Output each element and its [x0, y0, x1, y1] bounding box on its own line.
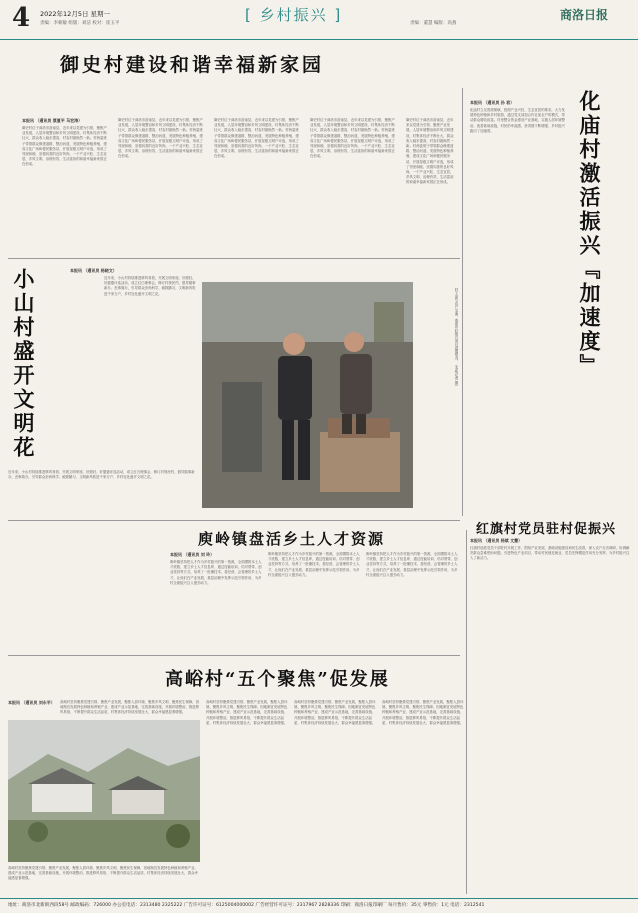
village-meeting-photo — [202, 282, 413, 508]
article-6-col3: 高峪村坚持聚焦党建引领、聚焦产业发展、聚焦人居环境、聚焦乡风文明、聚焦民生保障，因地制宜发展特色种植和养殖产业，建成产业示范基地，完善基础设施，开展环境整治，推进移风易俗，不断提升群众生活品质，村集体经济持续发展壮大，群众幸福感显著增强。 — [294, 700, 376, 725]
article-2-headline: 化庙村激活振兴『加速度』 — [577, 90, 602, 378]
article-1-col4: 御史村位于商洛市洛南县，近年来以党建为引领，聚焦产业发展、人居环境整治和乡风文明建设，村集体经济不断壮大，群众收入稳步提高，村容村貌焕然一新。村两委班子带领群众修建道路、整治河道、发展特色种植养殖，建成文化广场和便民服务站，开展星级文明户评选，形成了邻里和睦、崇德向善的良好风尚，一个产业兴旺、生态宜居、乡风文明、治理有效、生活富裕的和谐幸福新家园正在形成。 — [310, 118, 395, 159]
article-6-col1: 高峪村坚持聚焦党建引领、聚焦产业发展、聚焦人居环境、聚焦乡风文明、聚焦民生保障，因地制宜发展特色种植和养殖产业，建成产业示范基地，完善基础设施，开展环境整治，推进移风易俗，不断提升群众生活品质，村集体经济持续发展壮大，群众幸福感显著增强。 — [8, 866, 198, 881]
article-6-headline: 高峪村“五个聚焦”促发展 — [165, 669, 390, 690]
section-title: [ 乡村振兴 ] — [245, 6, 343, 24]
article-1-col1: 御史村位于商洛市洛南县，近年来以党建为引领，聚焦产业发展、人居环境整治和乡风文明建设，村集体经济不断壮大，群众收入稳步提高，村容村貌焕然一新。村两委班子带领群众修建道路、整治河道、发展特色种植养殖，建成文化广场和便民服务站，开展星级文明户评选，形成了邻里和睦、崇德向善的良好风尚，一个产业兴旺、生态宜居、乡风文明、治理有效、生活富裕的和谐幸福新家园正在形成。 — [22, 126, 107, 167]
issue-date: 2022年12月5日 星期一 — [40, 10, 111, 18]
article-6-lede: 高峪村坚持聚焦党建引领、聚焦产业发展、聚焦人居环境、聚焦乡风文明、聚焦民生保障，因地制宜发展特色种植和养殖产业，建成产业示范基地，完善基础设施，开展环境整治，推进移风易俗，不断提升群众生活品质，村集体经济持续发展壮大，群众幸福感显著增强。 — [60, 700, 200, 715]
section-divider — [8, 655, 460, 656]
article-1-col2: 御史村位于商洛市洛南县，近年来以党建为引领，聚焦产业发展、人居环境整治和乡风文明建设，村集体经济不断壮大，群众收入稳步提高，村容村貌焕然一新。村两委班子带领群众修建道路、整治河道、发展特色种植养殖，建成文化广场和便民服务站，开展星级文明户评选，形成了邻里和睦、崇德向善的良好风尚，一个产业兴旺、生态宜居、乡风文明、治理有效、生活富裕的和谐幸福新家园正在形成。 — [118, 118, 203, 159]
article-4-headline: 庾岭镇盘活乡土人才资源 — [198, 530, 386, 548]
page-footer: 地址：商洛市北新街西段58号 邮政编码：726000 办公室电话：2313480 2325222 广告许可证号：6125004000002 广告经营许可证号：2317967 2828336 印刷：商洛日报印刷厂 每月售价：35元 零售价：1元 电话：2312541 — [0, 898, 638, 913]
newspaper-logo: 商洛日报 — [560, 8, 609, 22]
editor-credits: 责编：李朝敏 组版：刘洁 校对：崔玉平 — [40, 21, 120, 26]
article-3-body-top: 近年来，小山村持续推进移风易俗，开展文明家庭、好媳妇、好婆婆评选活动，成立红白理事会，修订村规民约，倡导婚事新办、丧事简办，引导群众崇尚科学、破除陋习，文明新风吹进千家万户，乡村处处盛开文明之花。 — [104, 276, 196, 296]
article-4-col2: 庾岭镇坚持把人才作为乡村振兴的第一资源，全面摸排本土人才底数，建立乡土人才信息库，通过技能培训、结对帮带、创业扶持等方式，培养了一批懂技术、善经营、会管理的乡土人才，让他们在产业发展、基层治理中发挥示范引领作用，为乡村全面振兴注入强劲动力。 — [268, 552, 360, 577]
article-6-col2: 高峪村坚持聚焦党建引领、聚焦产业发展、聚焦人居环境、聚焦乡风文明、聚焦民生保障，因地制宜发展特色种植和养殖产业，建成产业示范基地，完善基础设施，开展环境整治，推进移风易俗，不断提升群众生活品质，村集体经济持续发展壮大，群众幸福感显著增强。 — [206, 700, 288, 725]
article-4-byline: 本报讯 （通讯员 刘 玲） — [170, 552, 215, 557]
photo-caption: 村干部与农户交流，查看乡村振兴项目进展情况。（本报记者 摄） — [454, 288, 458, 388]
article-3-body-bottom: 近年来，小山村持续推进移风易俗，开展文明家庭、好媳妇、好婆婆评选活动，成立红白理事会，修订村规民约，倡导婚事新办、丧事简办，引导群众崇尚科学、破除陋习，文明新风吹进千家万户，乡村处处盛开文明之花。 — [8, 470, 195, 480]
page-number: 4 — [12, 3, 31, 33]
article-4-col1: 庾岭镇坚持把人才作为乡村振兴的第一资源，全面摸排本土人才底数，建立乡土人才信息库，通过技能培训、结对帮带、创业扶持等方式，培养了一批懂技术、善经营、会管理的乡土人才，让他们在产业发展、基层治理中发挥示范引领作用，为乡村全面振兴注入强劲动力。 — [170, 560, 262, 585]
article-1-headline: 御史村建设和谐幸福新家园 — [60, 54, 325, 76]
editor-credits-right: 责编：董慧 编版：高燕 — [410, 21, 457, 26]
article-1-byline: 本报讯 （通讯员 蔡夏平 马宏涛） — [22, 118, 83, 123]
column-divider — [466, 530, 467, 894]
article-4-col3: 庾岭镇坚持把人才作为乡村振兴的第一资源，全面摸排本土人才底数，建立乡土人才信息库，通过技能培训、结对帮带、创业扶持等方式，培养了一批懂技术、善经营、会管理的乡土人才，让他们在产业发展、基层治理中发挥示范引领作用，为乡村全面振兴注入强劲动力。 — [366, 552, 458, 577]
article-1-col5: 御史村位于商洛市洛南县，近年来以党建为引领，聚焦产业发展、人居环境整治和乡风文明建设，村集体经济不断壮大，群众收入稳步提高，村容村貌焕然一新。村两委班子带领群众修建道路、整治河道、发展特色种植养殖，建成文化广场和便民服务站，开展星级文明户评选，形成了邻里和睦、崇德向善的良好风尚，一个产业兴旺、生态宜居、乡风文明、治理有效、生活富裕的和谐幸福新家园正在形成。 — [406, 118, 454, 185]
article-3-headline: 小山村盛开文明花 — [11, 268, 36, 460]
article-5-headline: 红旗村党员驻村促振兴 — [476, 522, 617, 537]
section-divider — [8, 258, 460, 259]
section-divider — [8, 520, 460, 521]
article-2-byline: 本报讯 （通讯员 孙 君） — [470, 100, 515, 105]
article-5-byline: 本报讯 （通讯员 杨斌 文慧） — [470, 538, 523, 543]
article-6-byline: 本报讯 （通讯员 刘永平） — [8, 700, 55, 705]
article-6-col4: 高峪村坚持聚焦党建引领、聚焦产业发展、聚焦人居环境、聚焦乡风文明、聚焦民生保障，因地制宜发展特色种植和养殖产业，建成产业示范基地，完善基础设施，开展环境整治，推进移风易俗，不断提升群众生活品质，村集体经济持续发展壮大，群众幸福感显著增强。 — [382, 700, 464, 725]
article-1-col3: 御史村位于商洛市洛南县，近年来以党建为引领，聚焦产业发展、人居环境整治和乡风文明建设，村集体经济不断壮大，群众收入稳步提高，村容村貌焕然一新。村两委班子带领群众修建道路、整治河道、发展特色种植养殖，建成文化广场和便民服务站，开展星级文明户评选，形成了邻里和睦、崇德向善的良好风尚，一个产业兴旺、生态宜居、乡风文明、治理有效、生活富裕的和谐幸福新家园正在形成。 — [214, 118, 299, 159]
article-5-body: 红旗村选派党员干部驻村开展工作，围绕产业发展、基础设施建设和民生改善，深入农户走访调研，协调解决群众急难愁盼问题，引进特色产业项目，带动村民就近就业，党员先锋模范作用充分发挥，为乡村振兴注入了新活力。 — [470, 546, 630, 561]
column-divider — [462, 88, 463, 516]
page-header — [0, 0, 638, 40]
article-3-byline: 本报讯 （通讯员 杨晓文） — [70, 268, 117, 273]
article-2-body: 化庙村立足资源禀赋，按照产业兴旺、生态宜居的要求，大力发展特色种植和乡村旅游，通过党支部加合作社加农户的模式，带动群众增收致富。村里整合资金建设产业基地，实施人居环境整治，改善基础设施，村民的幸福感、获得感不断增强，乡村振兴跑出了加速度。 — [470, 108, 565, 133]
village-landscape-photo — [8, 720, 200, 862]
